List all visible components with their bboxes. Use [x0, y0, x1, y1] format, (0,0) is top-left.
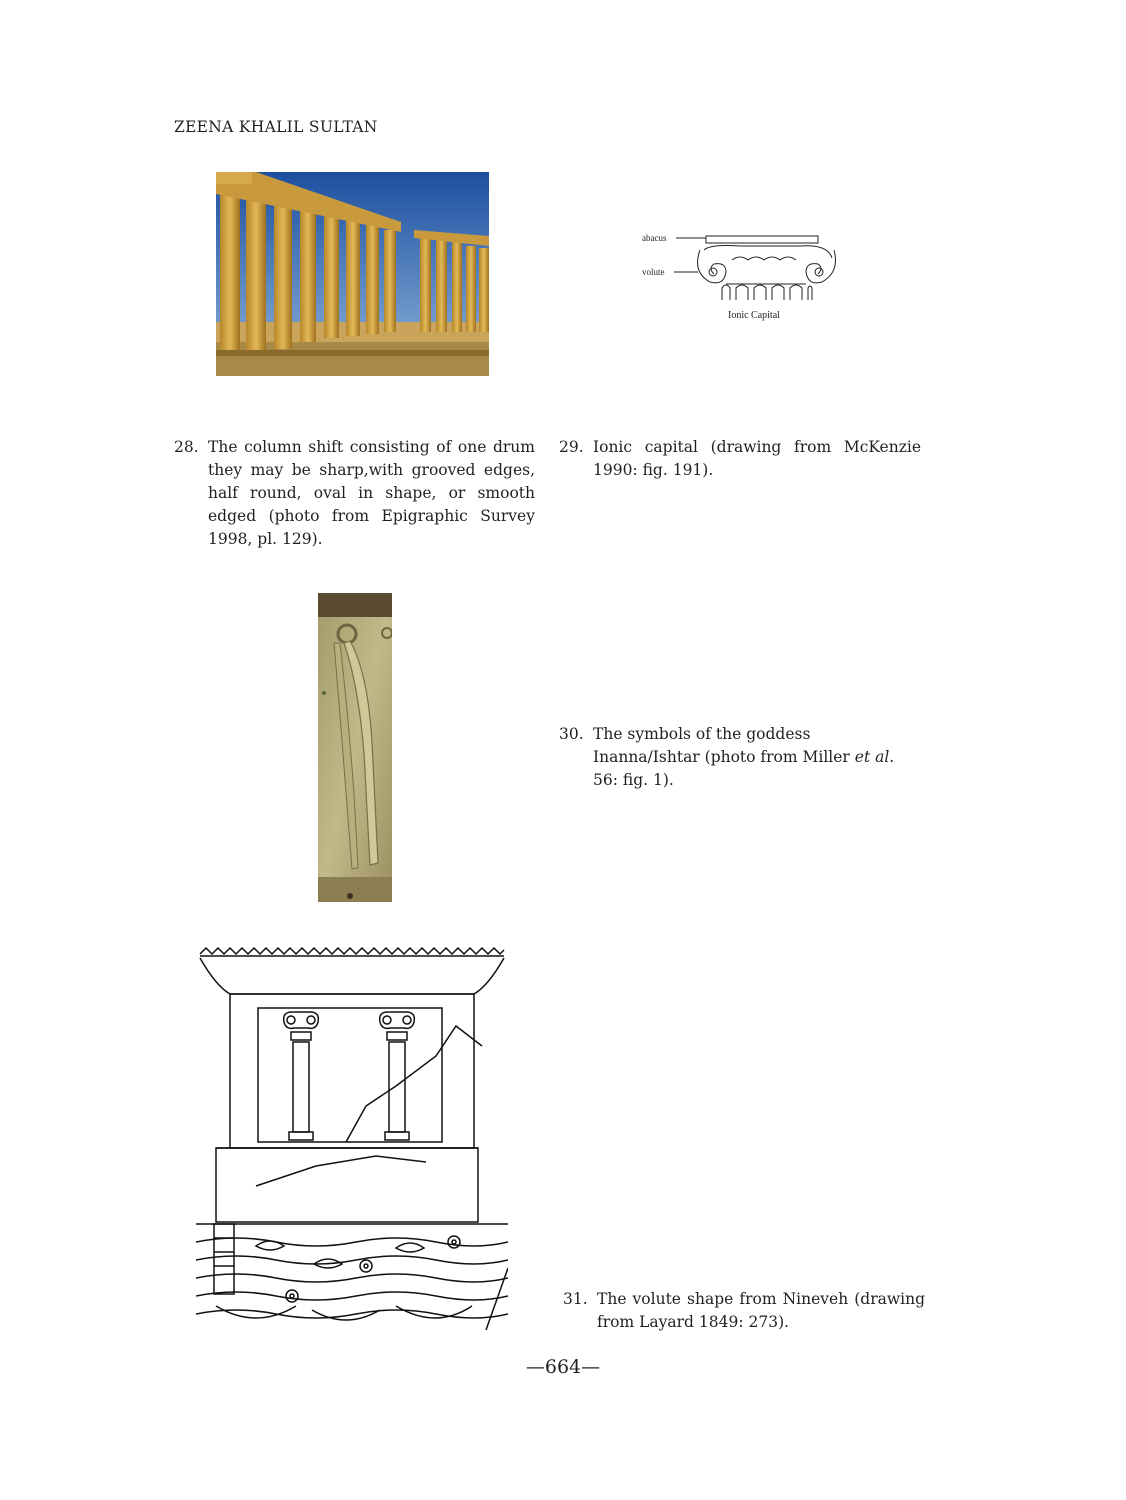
figure-30-text-start: The symbols of the goddess Inanna/Ishtar (photo from Miller: [593, 725, 855, 766]
figure-29-number: 29.: [559, 438, 584, 456]
figure-28-number: 28.: [174, 438, 199, 456]
figure-30-text-end: 56: fig. 1).: [593, 771, 674, 789]
figure-31-text: The volute shape from Nineveh (drawing from Layard 1849: 273).: [597, 1290, 925, 1331]
figure-30-photo: [318, 593, 392, 902]
figure-29-drawing: [640, 228, 840, 324]
abacus-label: abacus: [642, 233, 667, 243]
running-header: ZEENA KHALIL SULTAN: [174, 118, 378, 136]
figure-30-text: [593, 723, 921, 792]
figure-28-text: The column shift consisting of one drum they may be sharp,with grooved edges, half round, oval in shape, or smooth edged (photo from Epigraphic Survey 1998, pl. 129).: [208, 438, 535, 548]
ionic-capital-label: Ionic Capital: [728, 310, 780, 321]
volute-label: volute: [642, 267, 665, 277]
figure-28-caption: [174, 436, 535, 551]
figure-29-text: Ionic capital (drawing from McKenzie 1990: fig. 191).: [593, 438, 921, 479]
figure-31-number: 31.: [563, 1290, 588, 1308]
figure-31-caption: [563, 1288, 925, 1334]
figure-31-drawing: [196, 946, 508, 1330]
figure-28-photo: [216, 172, 489, 376]
figure-30-number: 30.: [559, 725, 584, 743]
figure-30-text-italic: et al.: [854, 748, 895, 766]
figure-30-caption: [559, 723, 921, 792]
figure-29-caption: [559, 436, 921, 482]
page-number: —664—: [525, 1356, 601, 1378]
